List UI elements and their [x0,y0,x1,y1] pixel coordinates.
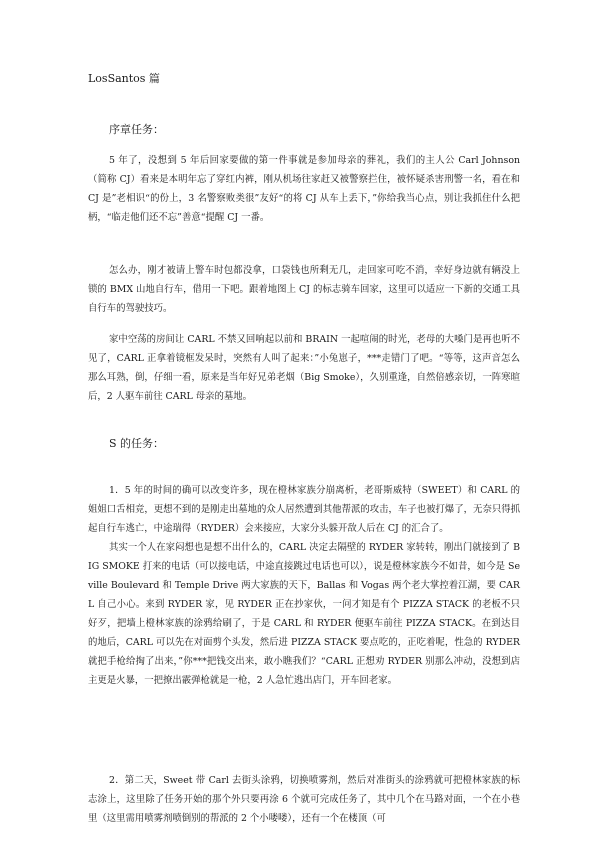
paragraph: 怎么办，刚才被请上警车时包都没拿，口袋钱也所剩无几，走回家可吃不消，幸好身边就有辆没上锁的 BMX 山地自行车，借用一下吧。跟着地图上 CJ 的标志骑车回家，这里可以适应一下新的交通工具自行车的驾驶技巧。 [88,265,520,314]
paragraph: 1．5 年的时间的确可以改变许多，现在橙林家族分崩离析，老哥斯威特（SWEET）和 CARL 的姐姐口舌相竞，更想不到的是刚走出墓地的众人居然遭到其他帮派的攻击，车子也被打爆了，无奈只得抓起自行车逃亡，中途瑞得（RYDER）会来接应，大家分头躲开敌人后在 CJ 的汇合了。 [88,485,520,534]
section-heading-prologue: 序章任务： [109,123,164,136]
section-heading-s-missions: S 的任务： [109,437,165,450]
paragraph: 家中空荡的房间让 CARL 不禁又回响起以前和 BRAIN 一起喧闹的时光，老母的大嗓门是再也听不见了，CARL 正拿着镜框发呆时，突然有人叫了起来：”小兔崽子，***走错门了吧。“等等，这声音怎么那么耳熟，倒，仔细一看，原来是当年好兄弟老烟（Big Smoke），久别重逢，自然倍感亲切，一阵寒暄后，2 人驱车前往 CARL 母亲的墓地。 [88,334,520,402]
paragraph: 2．第二天，Sweet 带 Carl 去街头涂鸦，切换喷雾剂，然后对准街头的涂鸦就可把橙林家族的标志涂上，这里除了任务开始的那个外只要再涂 6 个就可完成任务了，其中几个在马路对面，一个在小巷里（这里需用喷雾剂喷倒别的帮派的 2 个小喽喽），还有一个在楼顶（可 [88,775,520,824]
paragraph: 其实一个人在家闷想也是想不出什么的，CARL 决定去隔壁的 RYDER 家转转，刚出门就接到了 BIG SMOKE 打来的电话（可以接电话，中途直接跳过电话也可以），说是橙林家族今不如昔，如今是 Seville Boulevard 和 Temple Drive 两大家族的天下，Ballas 和 Vogas 两个老大掌控着江湖，要 CARL 自己小心。来到 RYDER 家，见 RYDER 正在抄家伙，一问才知是有个 PIZZA STACK 的老板不只好歹，把墙上橙林家族的涂鸦给刷了，于是 CARL 和 RYDER 便驱车前往 PIZZA STACK。在到达目的地后，CARL 可以先在对面剪个头发，然后进 PIZZA STACK 要点吃的，正吃着呢，性急的 RYDER 就把手枪给掏了出来，”你***把钱交出来，敢小瞧我们？“CARL 正想劝 RYDER 别那么冲动，没想到店主更是火暴，一把撩出霰弹枪就是一枪，2 人急忙逃出店门，开车回老家。 [88,542,520,686]
document-title: LosSantos 篇 [88,72,160,85]
paragraph: 5 年了，没想到 5 年后回家要做的第一件事就是参加母亲的葬礼，我们的主人公 Carl Johnson（简称 CJ）看来是本明年忘了穿红内裤，刚从机场往家赶又被警察拦住，被怀疑杀害刑警一名，看在和 CJ 是”老相识“的份上，3 名警察败类很”友好“的将 CJ 从车上丢下，”你给我当心点，别让我抓住什么把柄，“临走他们还不忘”善意“提醒 CJ 一番。 [88,155,520,223]
